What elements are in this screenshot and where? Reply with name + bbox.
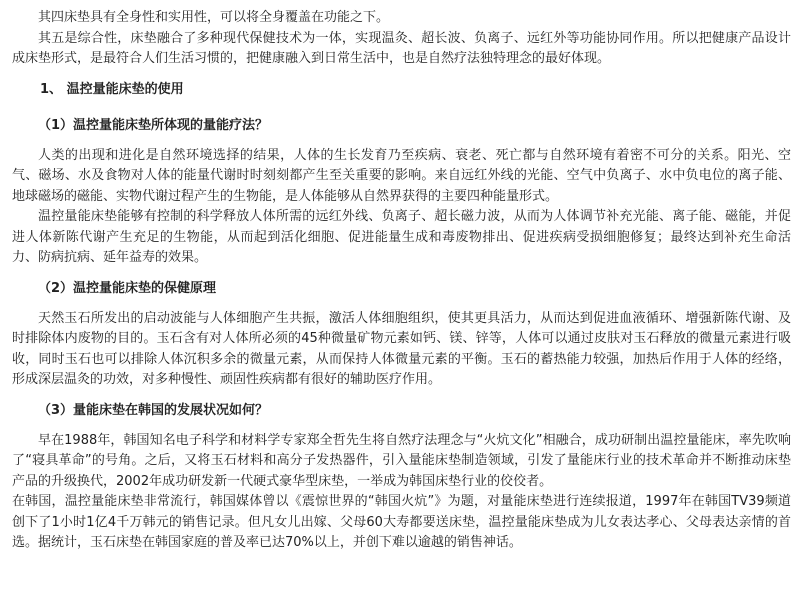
subsection-2-title: （2）温控量能床垫的保健原理 [38,280,217,296]
subsection-1-title: （1）温控量能床垫所体现的量能疗法？ [38,117,269,133]
section-1-title: 1、 温控量能床垫的使用 [40,81,184,97]
subsection-1-paragraph-2: 温控量能床垫能够有控制的科学释放人体所需的远红外线、负离子、超长磁力波，从而为人体调节补充光能、离子能、磁能，并促进人体新陈代谢产生充足的生物能，从而起到活化细胞、促进能量生成和毒废物排出、促进疾病受损细胞修复；最终达到补充生命活力、防病抗病、延年益寿的效果。 [12,209,791,265]
subsection-3-paragraph-1: 早在1988年，韩国知名电子科学和材料学专家郑全哲先生将自然疗法理念与“火炕文化”相融合，成功研制出温控量能床，率先吹响了“寝具革命”的号角。之后，又将玉石材料和高分子发热器件，引入量能床垫制造领域，引发了量能床行业的技术革命并不断推动床垫产品的升级换代，2002年成功研发新一代硬式豪华型床垫，一举成为韩国床垫行业的佼佼者。 [12,432,791,489]
paragraph-2: 其五是综合性，床垫融合了多种现代保健技术为一体，实现温灸、超长波、负离子、远红外等功能协同作用。所以把健康产品设计成床垫形式，是最符合人们生活习惯的，把健康融入到日常生活中，也是自然疗法独特理念的最好体现。 [12,30,791,66]
subsection-3-title: （3）量能床垫在韩国的发展状况如何？ [38,402,269,418]
subsection-1-paragraph-1: 人类的出现和进化是自然环境选择的结果，人体的生长发育乃至疾病、衰老、死亡都与自然环境有着密不可分的关系。阳光、空气、磁场、水及食物对人体的能量代谢时时刻刻都产生至关重要的影响。来自远红外线的光能、空气中负离子、水中负电位的离子能、地球磁场的磁能、实物代谢过程产生的生物能，是人体能够从自然界获得的主要四种能量形式。 [12,147,791,204]
paragraph-1: 其四床垫具有全身性和实用性，可以将全身覆盖在功能之下。 [38,10,390,25]
subsection-2-paragraph-1: 天然玉石所发出的启动波能与人体细胞产生共振，激活人体细胞组织，使其更具活力，从而达到促进血液循环、增强新陈代谢、及时排除体内废物的目的。玉石含有对人体所必须的45种微量矿物元素如钙、镁、锌等，人体可以通过皮肤对玉石释放的微量元素进行吸收，同时玉石也可以排除人体沉积多余的微量元素，从而保持人体微量元素的平衡。玉石的蓄热能力较强，加热后作用于人体的经络，形成深层温灸的功效，对多种慢性、顽固性疾病都有很好的辅助医疗作用。 [12,310,791,387]
subsection-3-paragraph-2: 在韩国，温控量能床垫非常流行，韩国媒体曾以《震惊世界的“韩国火炕”》为题，对量能床垫进行连续报道，1997年在韩国TV39频道创下了1小时1亿4千万韩元的销售记录。但凡女儿出嫁、父母60大寿都要送床垫，温控量能床垫成为儿女表达孝心、父母表达亲情的首选。据统计，玉石床垫在韩国家庭的普及率已达70%以上，并创下难以逾越的销售神话。 [12,494,791,550]
